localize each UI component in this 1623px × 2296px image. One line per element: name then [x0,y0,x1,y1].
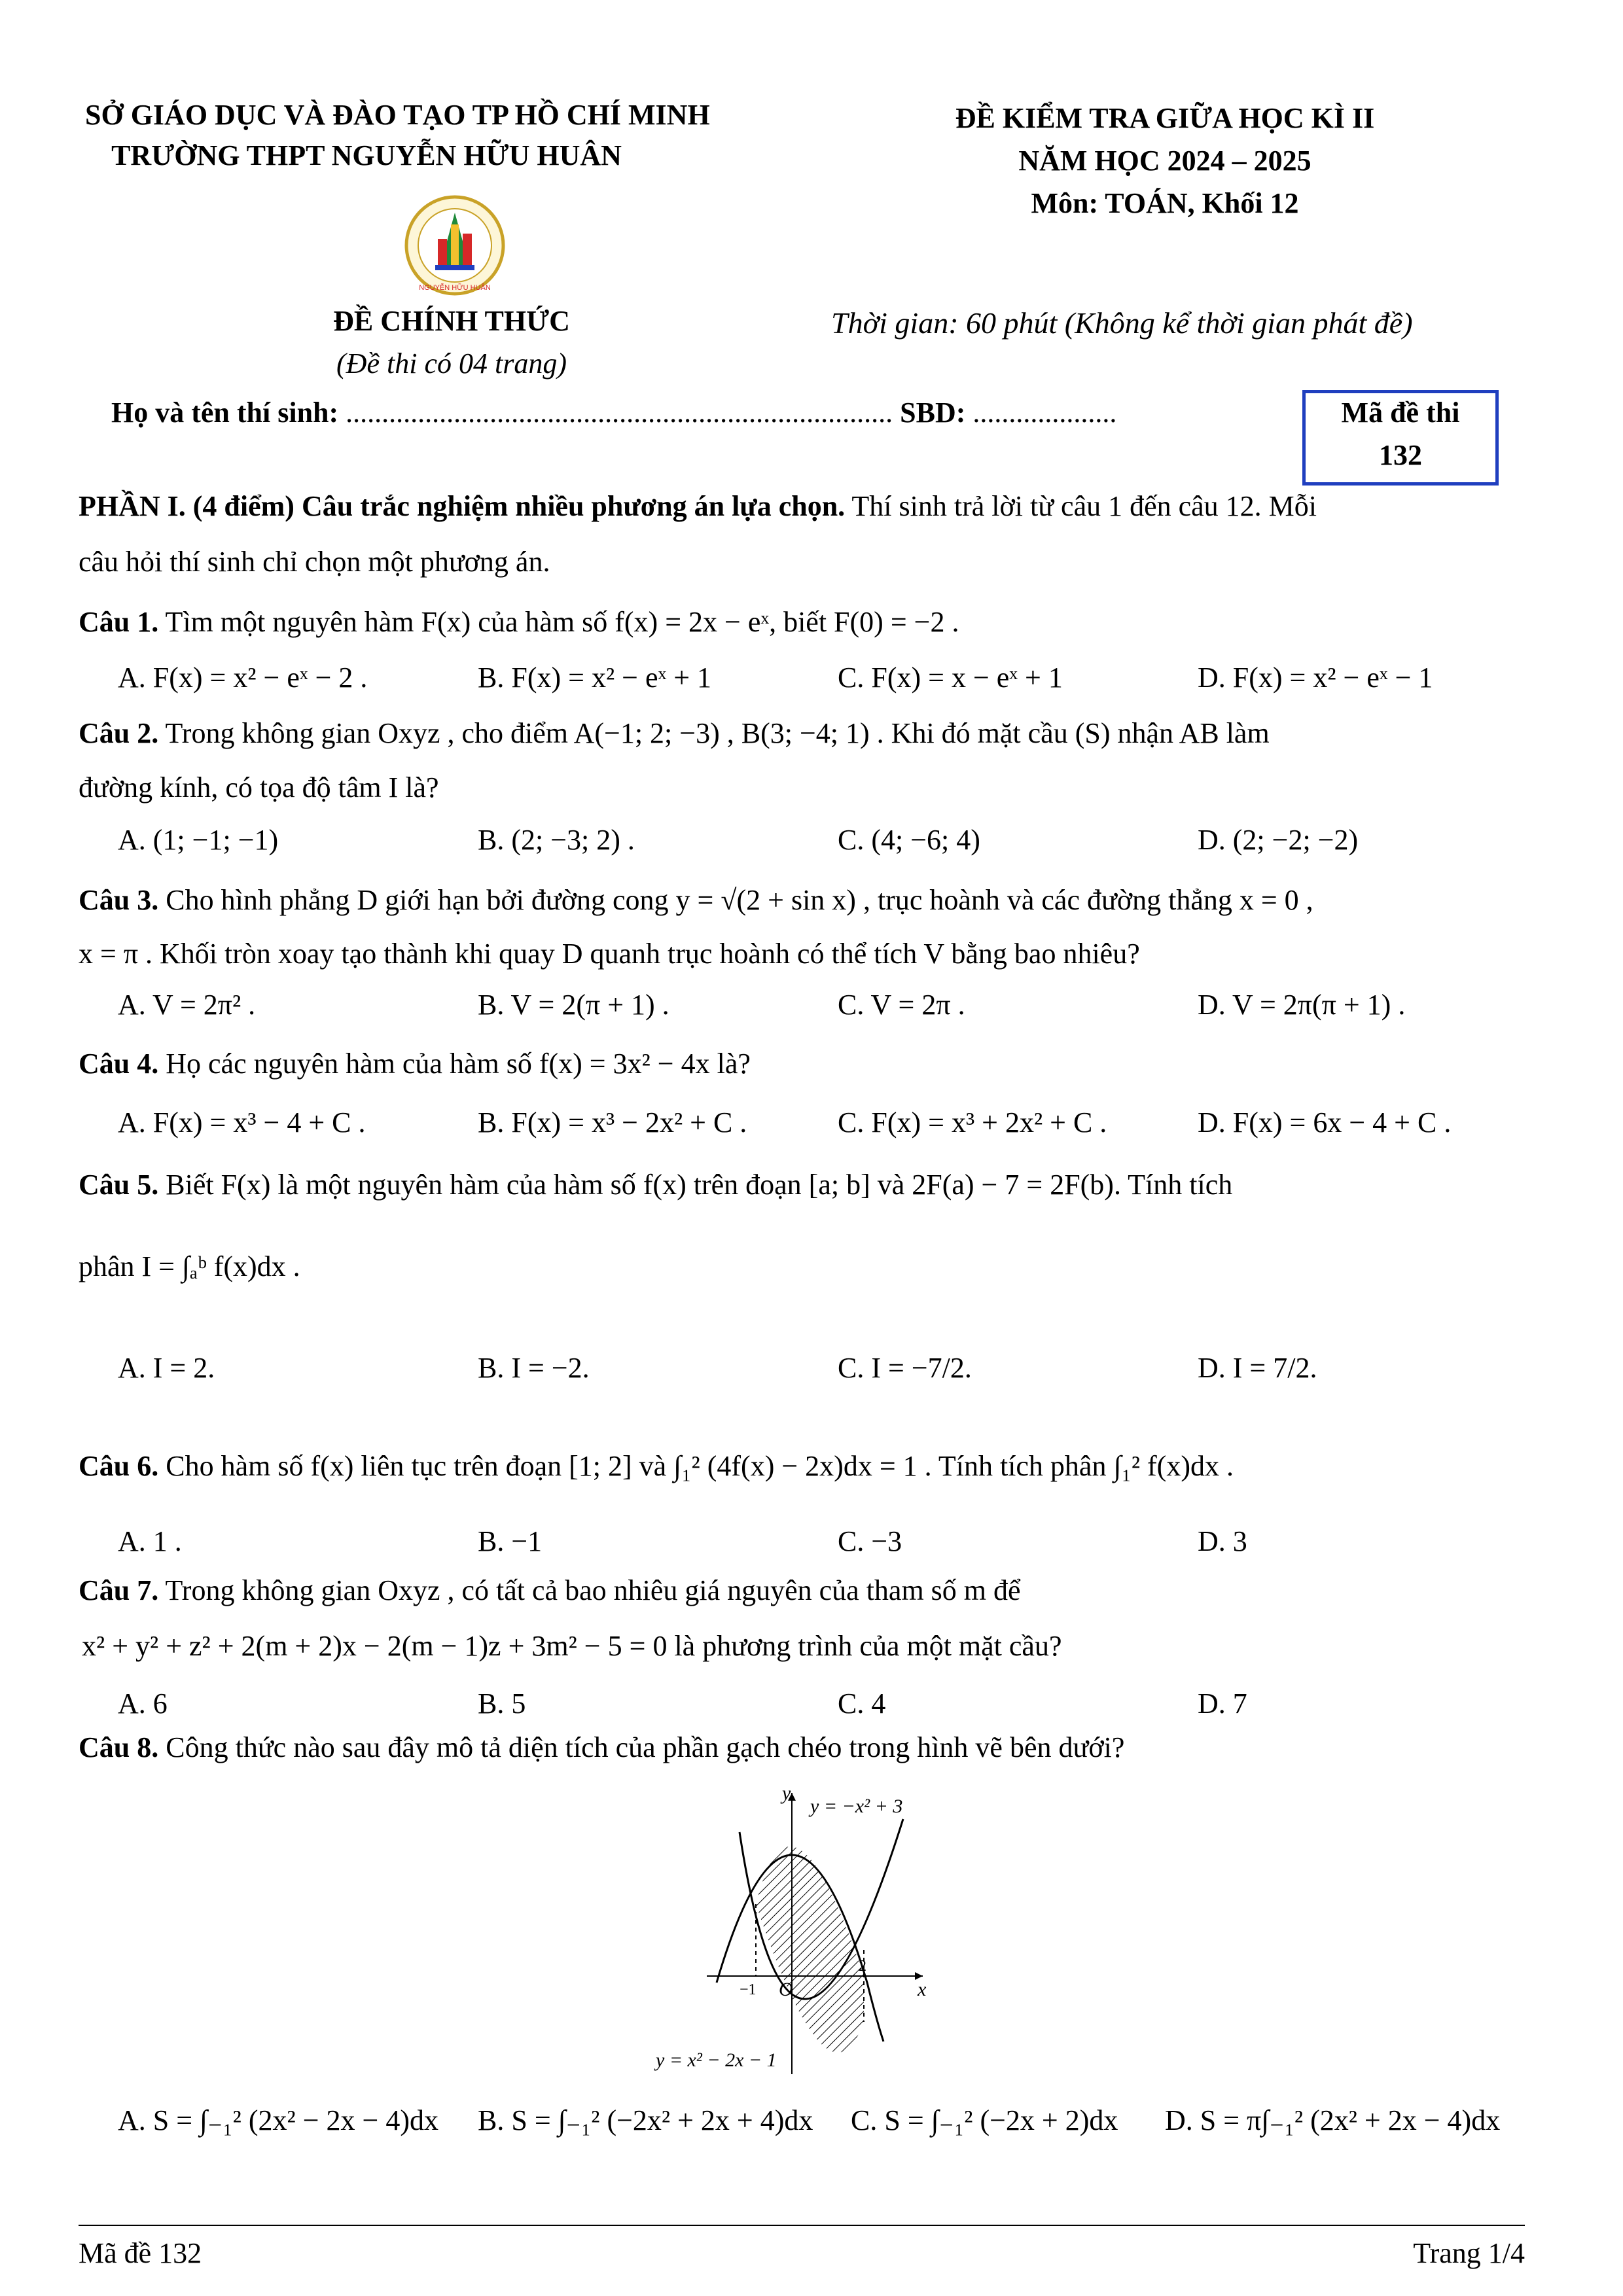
question-2 [79,716,1270,751]
question-label: Câu 8. [79,1731,159,1763]
q7-option-c[interactable]: C. 4 [838,1687,886,1720]
q2-option-c[interactable]: C. (4; −6; 4) [838,824,980,856]
q1-option-c[interactable]: C. F(x) = x − eˣ + 1 [838,662,1063,694]
q5-option-c[interactable]: C. I = −7/2. [838,1352,972,1384]
question-5-line2: phân I = ∫ₐᵇ f(x)dx . [79,1250,300,1282]
question-label: Câu 1. [79,606,159,638]
parabola-figure [641,1780,982,2081]
question-7 [79,1574,1021,1608]
part1-instruction-2: câu hỏi thí sinh chỉ chọn một phương án. [79,546,550,578]
q4-option-b[interactable]: B. F(x) = x³ − 2x² + C . [478,1106,747,1139]
question-3-line2: x = π . Khối tròn xoay tạo thành khi quay D quanh trục hoành có thể tích V bằng bao nhiêu? [79,938,1140,970]
question-label: Câu 7. [79,1574,159,1606]
q3-option-b[interactable]: B. V = 2(π + 1) . [478,989,669,1021]
q6-option-a[interactable]: A. 1 . [118,1525,182,1557]
q3-option-d[interactable]: D. V = 2π(π + 1) . [1198,989,1406,1021]
question-3 [79,883,1313,918]
q4-option-a[interactable]: A. F(x) = x³ − 4 + C . [118,1106,366,1139]
q7-option-b[interactable]: B. 5 [478,1687,526,1720]
curve-top-label: y = −x² + 3 [810,1795,903,1817]
question-8 [79,1731,1124,1765]
q7-option-a[interactable]: A. 6 [118,1687,168,1720]
question-text: Biết F(x) là một nguyên hàm của hàm số f(x) trên đoạn [a; b] và 2F(a) − 7 = 2F(b). Tính tích [166,1169,1233,1201]
q8-option-d[interactable]: D. S = π∫₋₁² (2x² + 2x − 4)dx [1165,2104,1501,2136]
question-label: Câu 5. [79,1169,159,1201]
area-figure [641,1780,982,2081]
question-5 [79,1168,1232,1203]
footer-rule [79,2225,1525,2226]
part1-instruction: Thí sinh trả lời từ câu 1 đến câu 12. Mỗi [845,490,1317,522]
q1-option-a[interactable]: A. F(x) = x² − eˣ − 2 . [118,662,368,694]
footer-page-number: Trang 1/4 [1413,2237,1525,2269]
sbd-label: SBD: [900,397,966,429]
q7-option-d[interactable]: D. 7 [1198,1687,1247,1720]
q4-option-d[interactable]: D. F(x) = 6x − 4 + C . [1198,1106,1452,1139]
question-label: Câu 6. [79,1450,159,1482]
hatched-region [756,1846,864,2053]
school-logo [402,193,507,298]
origin-label: O [779,1979,793,2000]
question-1 [79,605,959,640]
part1-title: PHẦN I. (4 điểm) Câu trắc nghiệm nhiều phương án lựa chọn. [79,490,846,522]
name-label: Họ và tên thí sinh: [111,397,339,429]
official-label: ĐỀ CHÍNH THỨC [333,305,570,337]
question-label: Câu 2. [79,717,159,749]
logo-seal-icon [402,193,507,298]
pages-note: (Đề thi có 04 trang) [336,347,567,380]
footer-exam-code: Mã đề 132 [79,2237,202,2269]
q1-option-d[interactable]: D. F(x) = x² − eˣ − 1 [1198,662,1433,694]
exam-time: Thời gian: 60 phút (Không kể thời gian phát đề) [831,306,1413,340]
q6-option-d[interactable]: D. 3 [1198,1525,1247,1557]
q8-option-b[interactable]: B. S = ∫₋₁² (−2x² + 2x + 4)dx [478,2104,813,2136]
tick-pos-label: 2 [859,1958,866,1975]
school-name: TRƯỜNG THPT NGUYỄN HỮU HUÂN [111,139,622,171]
q4-option-c[interactable]: C. F(x) = x³ + 2x² + C . [838,1106,1107,1139]
candidate-line [111,396,1116,429]
exam-code-label: Mã đề thi [1341,397,1460,429]
question-6 [79,1449,1234,1484]
name-field[interactable]: ............................................................................ [346,397,893,429]
x-label: x [918,1979,927,2000]
sbd-field[interactable]: .................... [972,397,1117,429]
exam-title: ĐỀ KIỂM TRA GIỮA HỌC KÌ II [955,102,1375,134]
q3-option-c[interactable]: C. V = 2π . [838,989,965,1021]
question-text: Cho hình phẳng D giới hạn bởi đường cong y = √(2 + sin x) , trục hoành và các đường thẳng x = 0 , [166,884,1313,916]
q6-option-c[interactable]: C. −3 [838,1525,902,1557]
question-text: Họ các nguyên hàm của hàm số f(x) = 3x² − 4x là? [166,1048,751,1080]
q5-option-b[interactable]: B. I = −2. [478,1352,590,1384]
q6-option-b[interactable]: B. −1 [478,1525,543,1557]
q3-option-a[interactable]: A. V = 2π² . [118,989,256,1021]
q8-option-c[interactable]: C. S = ∫₋₁² (−2x + 2)dx [851,2104,1118,2136]
question-text: Công thức nào sau đây mô tả diện tích của phần gạch chéo trong hình vẽ bên dưới? [166,1731,1125,1763]
question-text: Trong không gian Oxyz , cho điểm A(−1; 2; −3) , B(3; −4; 1) . Khi đó mặt cầu (S) nhận AB làm [165,717,1270,749]
exam-code-value: 132 [1379,439,1422,471]
question-text: Cho hàm số f(x) liên tục trên đoạn [1; 2] và ∫₁² (4f(x) − 2x)dx = 1 . Tính tích phân ∫₁² f(x)dx . [166,1450,1234,1482]
y-label: y [782,1782,791,1804]
question-label: Câu 4. [79,1048,159,1080]
question-text: Tìm một nguyên hàm F(x) của hàm số f(x) = 2x − eˣ, biết F(0) = −2 . [165,606,959,638]
q2-option-a[interactable]: A. (1; −1; −1) [118,824,279,856]
q2-option-b[interactable]: B. (2; −3; 2) . [478,824,635,856]
q2-option-d[interactable]: D. (2; −2; −2) [1198,824,1359,856]
school-year: NĂM HỌC 2024 – 2025 [1018,145,1311,177]
question-text: Trong không gian Oxyz , có tất cả bao nhiêu giá nguyên của tham số m để [165,1574,1021,1606]
q1-option-b[interactable]: B. F(x) = x² − eˣ + 1 [478,662,712,694]
q8-option-a[interactable]: A. S = ∫₋₁² (2x² − 2x − 4)dx [118,2104,438,2136]
subject: Môn: TOÁN, Khối 12 [1031,187,1299,219]
curve-bottom-label: y = x² − 2x − 1 [656,2049,777,2071]
svg-text:NGUYỄN HỮU HUÂN: NGUYỄN HỮU HUÂN [419,284,491,292]
part1-heading [79,489,1317,524]
question-4 [79,1047,751,1082]
tick-neg-label: −1 [740,1981,757,1998]
q5-option-d[interactable]: D. I = 7/2. [1198,1352,1317,1384]
q5-option-a[interactable]: A. I = 2. [118,1352,215,1384]
dept-name: SỞ GIÁO DỤC VÀ ĐÀO TẠO TP HỒ CHÍ MINH [85,99,710,131]
question-label: Câu 3. [79,884,159,916]
question-2-line2: đường kính, có tọa độ tâm I là? [79,771,439,804]
question-7-line2: x² + y² + z² + 2(m + 2)x − 2(m − 1)z + 3m² − 5 = 0 là phương trình của một mặt cầu? [82,1630,1062,1662]
